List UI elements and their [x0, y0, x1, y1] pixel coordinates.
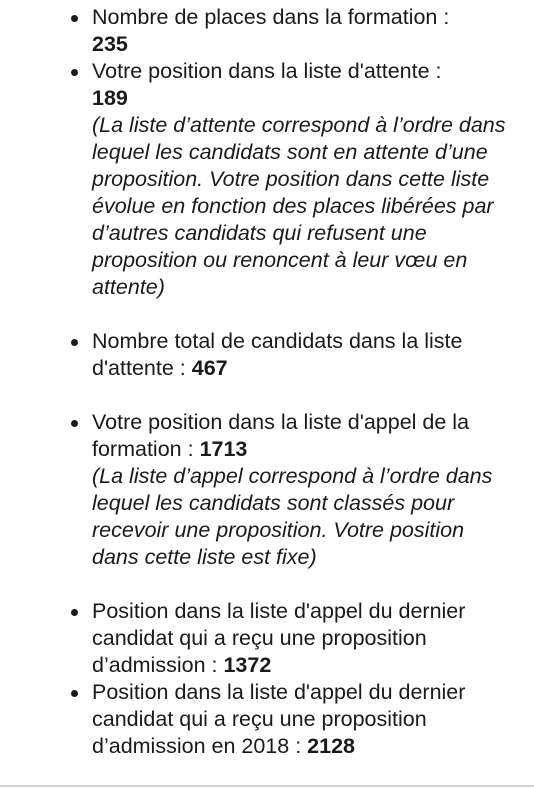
call-position-label: Votre position dans la liste d'appel de la formation : — [92, 410, 470, 461]
waitlist-position-value: 189 — [92, 86, 128, 110]
bullet-icon — [71, 690, 78, 697]
last-admitted-value: 1372 — [223, 653, 272, 677]
list-item-last-admitted-2018 — [0, 679, 534, 760]
waitlist-total-label: Nombre total de candidats dans la liste d'attente : — [92, 329, 463, 380]
admission-info-list — [0, 4, 534, 760]
bullet-icon — [71, 69, 78, 76]
list-item-places — [0, 4, 534, 58]
places-label: Nombre de places dans la formation : — [92, 5, 450, 29]
last-admitted-2018-label: Position dans la liste d'appel du dernier candidat qui a reçu une proposition d’admission en 2018 : — [92, 680, 466, 758]
bullet-icon — [71, 15, 78, 22]
places-value: 235 — [92, 32, 128, 56]
bullet-icon — [71, 339, 78, 346]
bottom-divider — [0, 785, 534, 787]
list-item-call-position — [0, 409, 534, 571]
list-item-waitlist-total — [0, 328, 534, 382]
bullet-icon — [71, 420, 78, 427]
last-admitted-label: Position dans la liste d'appel du dernier candidat qui a reçu une proposition d’admission : — [92, 599, 466, 677]
waitlist-total-value: 467 — [191, 356, 228, 380]
bullet-icon — [71, 609, 78, 616]
list-item-last-admitted — [0, 598, 534, 679]
waitlist-position-note: (La liste d’attente correspond à l’ordre dans lequel les candidats sont en attente d’une proposition. Votre position dans cette liste évolue en fonction des places libérées par d’autres candidats qui refusent une proposition ou renoncent à leur vœu en attente) — [92, 113, 506, 299]
call-position-note: (La liste d’appel correspond à l’ordre dans lequel les candidats sont classés pour recevoir une proposition. Votre position dans cette liste est fixe) — [92, 464, 493, 569]
last-admitted-2018-value: 2128 — [307, 734, 355, 758]
list-item-waitlist-position — [0, 58, 534, 301]
waitlist-position-label: Votre position dans la liste d'attente : — [92, 59, 442, 83]
call-position-value: 1713 — [199, 437, 248, 461]
